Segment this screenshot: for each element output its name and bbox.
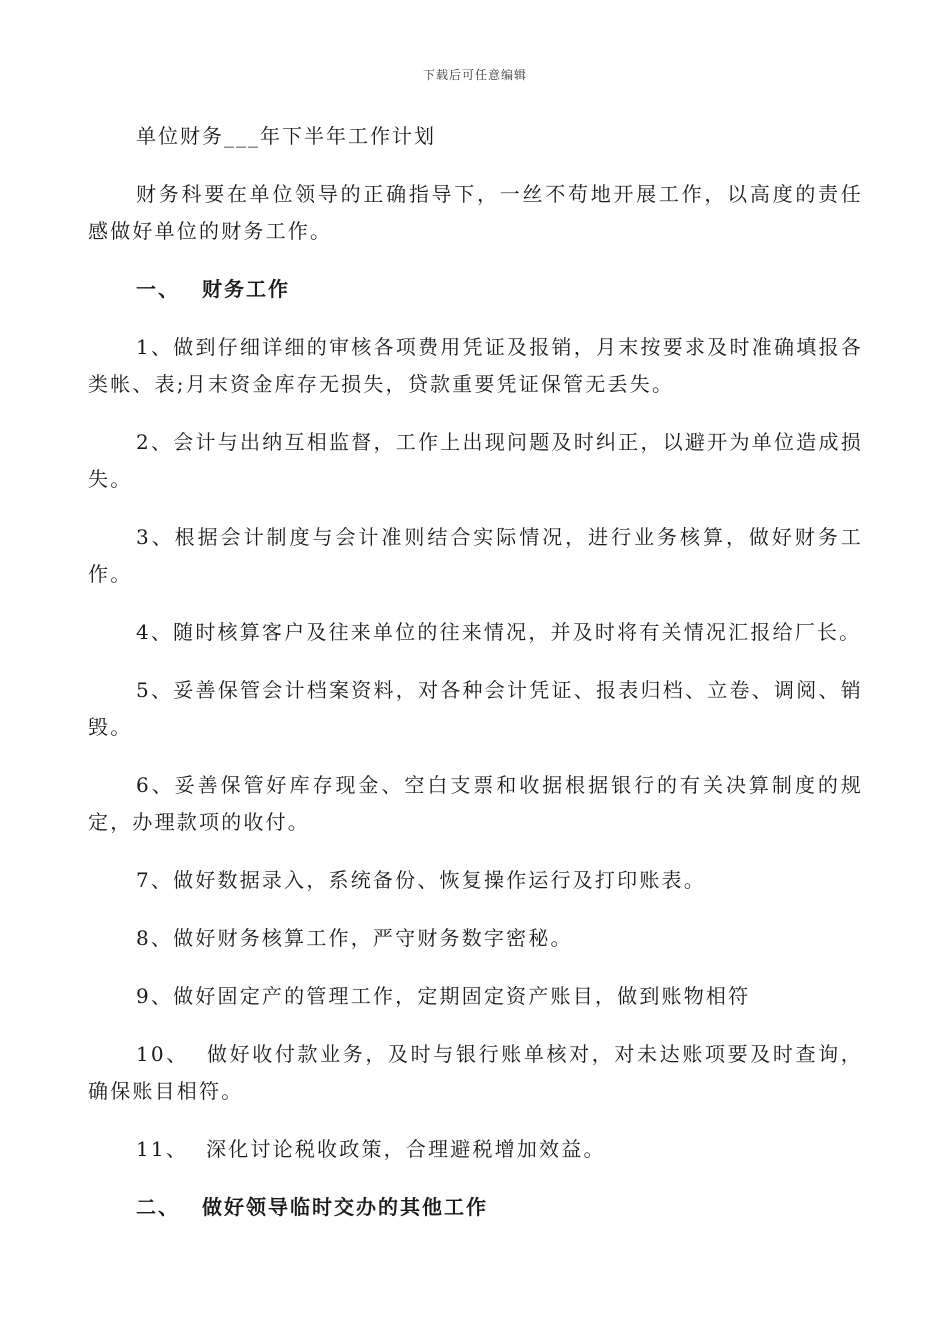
item-text: 妥善保管会计档案资料，对各种会计凭证、报表归档、立卷、调阅、销毁。 [88, 678, 864, 739]
list-item [88, 920, 863, 957]
list-item [88, 329, 863, 403]
list-item [88, 767, 863, 841]
item-number: 4、 [136, 620, 174, 644]
item-text: 做好收付款业务，及时与银行账单核对，对未达账项要及时查询，确保账目相符。 [88, 1042, 863, 1103]
item-text: 根据会计制度与会计准则结合实际情况，进行业务核算，做好财务工作。 [88, 525, 864, 586]
header-note: 下载后可任意编辑 [422, 68, 527, 82]
intro-paragraph: 财务科要在单位领导的正确指导下，一丝不苟地开展工作，以高度的责任感做好单位的财务工作。 [88, 182, 863, 243]
item-number: 8、 [136, 926, 174, 950]
item-number: 10、 [136, 1042, 189, 1066]
document-title: 单位财务___年下半年工作计划 [136, 124, 436, 148]
item-number: 9、 [136, 984, 174, 1008]
section-number: 一、 [136, 277, 180, 301]
section-heading-2 [88, 1189, 863, 1226]
item-number: 11、 [136, 1137, 189, 1161]
section-number: 二、 [136, 1195, 180, 1219]
list-item [88, 978, 863, 1015]
item-number: 3、 [136, 525, 175, 549]
list-item [88, 1131, 863, 1168]
item-text: 做到仔细详细的审核各项费用凭证及报销，月末按要求及时准确填报各类帐、表;月末资金库存无损失，贷款重要凭证保管无丢失。 [88, 335, 864, 396]
item-text: 会计与出纳互相监督，工作上出现问题及时纠正，以避开为单位造成损失。 [88, 430, 864, 491]
item-text: 做好财务核算工作，严守财务数字密秘。 [173, 926, 573, 950]
document-body [88, 118, 863, 1247]
item-number: 7、 [136, 868, 174, 892]
section-title: 财务工作 [202, 277, 290, 301]
item-number: 1、 [136, 335, 174, 359]
item-number: 5、 [136, 678, 174, 702]
item-text: 深化讨论税收政策，合理避税增加效益。 [206, 1137, 606, 1161]
section-title: 做好领导临时交办的其他工作 [202, 1195, 488, 1219]
item-text: 随时核算客户及往来单位的往来情况，并及时将有关情况汇报给厂长。 [173, 620, 862, 644]
list-item [88, 424, 863, 498]
item-number: 6、 [136, 773, 175, 797]
item-number: 2、 [136, 430, 174, 454]
list-item [88, 519, 863, 593]
list-item [88, 672, 863, 746]
item-text: 做好固定产的管理工作，定期固定资产账目，做到账物相符 [173, 984, 751, 1008]
section-heading-1 [88, 271, 863, 308]
item-text: 做好数据录入，系统备份、恢复操作运行及打印账表。 [173, 868, 706, 892]
item-text: 妥善保管好库存现金、空白支票和收据根据银行的有关决算制度的规定，办理款项的收付。 [88, 773, 864, 834]
list-item [88, 862, 863, 899]
list-item [88, 1036, 863, 1110]
list-item [88, 614, 863, 651]
